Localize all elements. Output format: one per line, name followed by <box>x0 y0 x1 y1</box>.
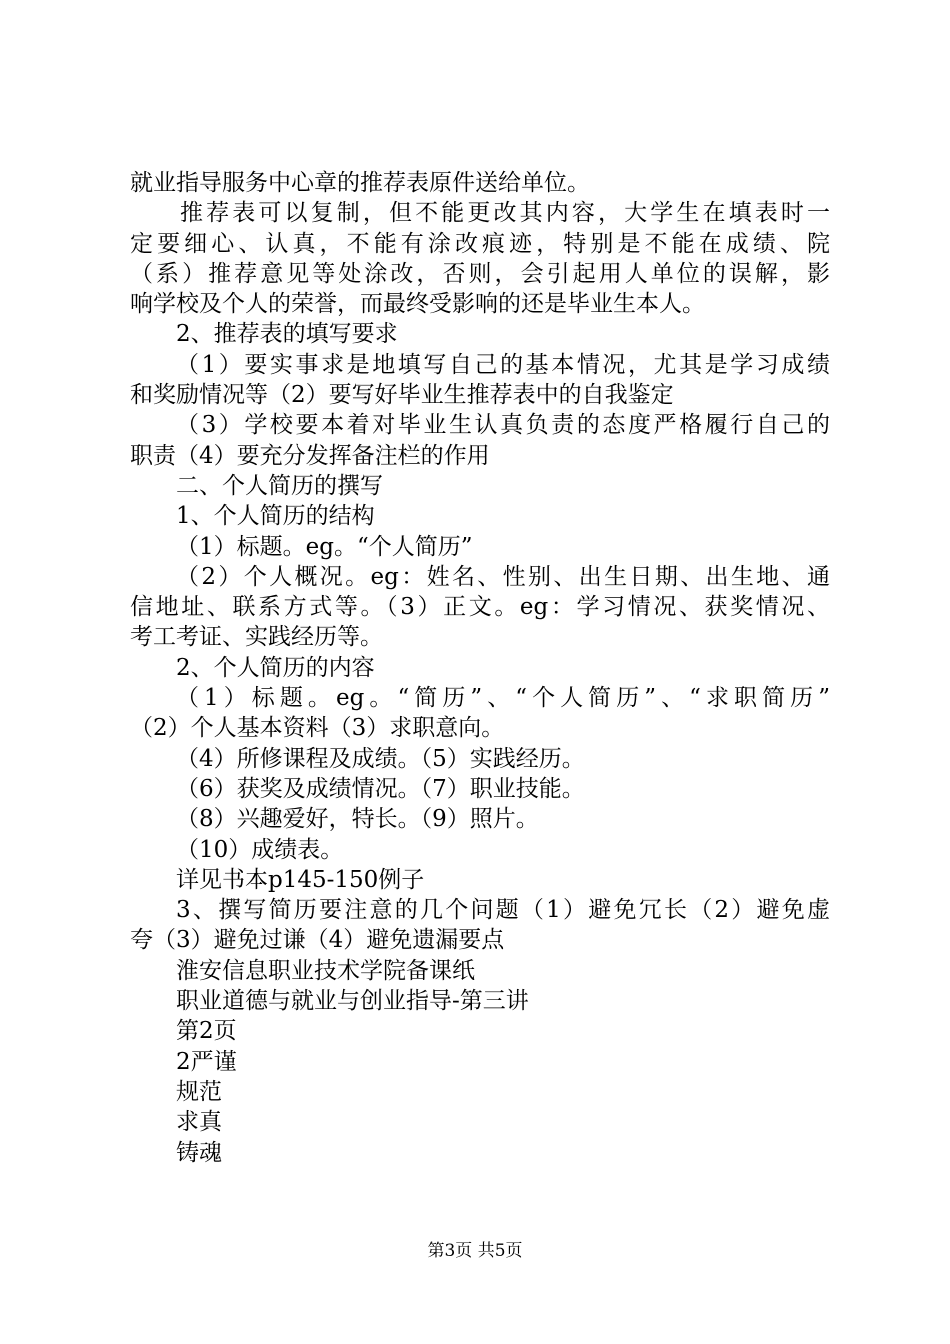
text-line: （2）个人概况。eg：姓名、性别、出生日期、出生地、通 <box>176 563 830 590</box>
section-heading: 2、个人简历的内容 <box>176 654 375 681</box>
text-line: 就业指导服务中心章的推荐表原件送给单位。 <box>130 170 590 196</box>
text-line: （10）成绩表。 <box>176 836 344 863</box>
section-heading: 2、推荐表的填写要求 <box>176 321 398 348</box>
text-line: （6）获奖及成绩情况。（7）职业技能。 <box>176 775 585 802</box>
text-line: 职责（4）要充分发挥备注栏的作用 <box>130 442 490 469</box>
section-heading: 1、个人简历的结构 <box>176 503 375 530</box>
page-footer <box>0 1240 950 1262</box>
text-line: （1）要实事求是地填写自己的基本情况，尤其是学习成绩 <box>176 351 830 378</box>
text-line: 2严谨 <box>176 1048 237 1075</box>
text-line: （2）个人基本资料（3）求职意向。 <box>130 715 505 742</box>
section-heading: 二、个人简历的撰写 <box>176 472 383 499</box>
text-line: 和奖励情况等（2）要写好毕业生推荐表中的自我鉴定 <box>130 382 674 409</box>
text-line: （1）标题。eg。“个人简历” <box>176 533 473 560</box>
text-line: 考工考证、实践经历等。 <box>130 624 383 651</box>
text-line: （3）学校要本着对毕业生认真负责的态度严格履行自己的 <box>176 412 830 439</box>
text-line: 信地址、联系方式等。（3）正文。eg：学习情况、获奖情况、 <box>130 594 830 621</box>
text-line: 求真 <box>176 1109 222 1136</box>
text-line: 夸（3）避免过谦（4）避免遗漏要点 <box>130 927 505 954</box>
text-line: （系）推荐意见等处涂改，否则，会引起用人单位的误解，影 <box>130 260 830 287</box>
text-line: （4）所修课程及成绩。（5）实践经历。 <box>176 745 585 772</box>
text-line: 详见书本p145-150例子 <box>176 866 425 893</box>
document-body <box>130 168 830 1168</box>
text-line: 响学校及个人的荣誉，而最终受影响的还是毕业生本人。 <box>130 291 705 318</box>
text-line: 规范 <box>176 1078 222 1105</box>
text-line: 第2页 <box>176 1018 237 1045</box>
page-number: 第3页 共5页 <box>427 1241 523 1261</box>
text-line: 淮安信息职业技术学院备课纸 <box>176 957 475 984</box>
text-line: 推荐表可以复制，但不能更改其内容，大学生在填表时一 <box>180 200 830 227</box>
text-line: 3、撰写简历要注意的几个问题（1）避免冗长（2）避免虚 <box>176 897 830 924</box>
text-line: 职业道德与就业与创业指导-第三讲 <box>176 988 529 1015</box>
text-line: 铸魂 <box>176 1139 222 1166</box>
text-line: 定要细心、认真，不能有涂改痕迹，特别是不能在成绩、院 <box>130 230 830 257</box>
text-line: （8）兴趣爱好，特长。（9）照片。 <box>176 806 539 833</box>
text-line: （1）标题。eg。“简历”、“个人简历”、“求职简历” <box>176 685 830 712</box>
